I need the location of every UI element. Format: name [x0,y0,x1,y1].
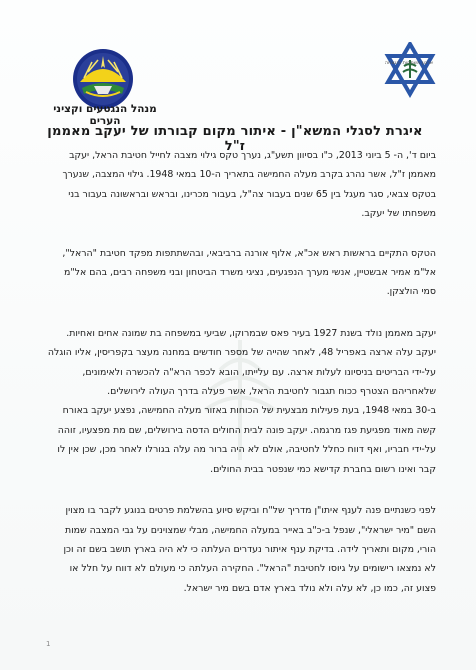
paragraph-spacer [44,302,436,324]
text-line: הורי, מקום ותאריך לידה. בדיקת ענף איתור נעדרים העלתה כי לא היה בארץ תושב בשם זה וכן [63,543,436,555]
paragraph-spacer [44,224,436,244]
text-line: לא נמצאו רישומים על גיוסו לחטיבת "הראל". החקירה העלתה כי מעולם לא דווח על חלל או [69,563,436,575]
text-line: יעקב עלה ארצה באפריל 48, לאחר שהייה של מספר חודשים במחנה מעצר בקפריסין, אליו הוגלה [47,347,436,359]
text-line: על-ידי חבריו, ואף דווח כחלל לחטיבה, אולם לא היה ברור מה עלה בגורלו לאחר מכן, שכן אין לו [57,444,436,456]
text-line: מאממן ז"ל, אשר נהרג בקרב מעלה החמישה בתאריך ה-10 במאי 1948. גילוי המצבה, שנערך [62,169,436,181]
letter-title: איגרת לסגלי המשא"ן - איתור מקום קבורתו של יעקב מאממן ז"ל [47,124,423,154]
text-line: פצוע זה, כמו כן, לא עלה ולא נולד בארץ אדם בשם מיר ישראל. [183,582,436,594]
text-line: ביום ד', ה- 5 ביוני 2013, כ"ו בסיוון תשע"ג, נערך טקס גילוי מצבה לחייל חטיבת הראל, יעקב [69,150,436,161]
text-line: סמי הולצקן. [386,286,436,298]
text-line: אל"מ אמיר אבשטיין, אנשי מערך הנפגעים, נציגי משרד הביטחון ובני משפחה רבים, בהם אל"מ [64,267,436,279]
paragraph [44,244,436,302]
text-line: לפני כשנתיים פנה לענף איתו"ן מדריך של"ח וביקש סיוע בהשלמת פרטים בנוגע לקבר בו מצוין [65,505,436,517]
paragraph [44,501,436,598]
text-line: שלאחריהם הצטרף ככוח תגבור לחטיבת הראל, אשר פעלה בדרך העולה לירושלים. [107,386,436,398]
text-line: קבר ואינו רשום בחברת קדישא כמי שנפטר בבית החולים. [210,463,436,475]
paragraph [44,146,436,224]
text-line: קשה מאוד מפגיעת פגז מרגמה. יעקב פונה לבית החולים הדסה בירושלים, שם מת מפצעיו, זוהה [57,424,436,436]
text-line: בטקס צבאי, סגר מעגל בין 65 שנים בעבור צה"ל, בעבור מכרינו, ובראש ובראשונה בעבור בני [68,188,436,200]
organization-emblem-icon [72,48,134,110]
page-number: 1 [46,640,51,648]
emblem-ring-text: ארגון משפחות והנצחה [384,60,434,66]
text-line: ב-30 במאי 1948, בעת פעילות מבצעית של הכוחות באזור מעלה החמישה, נפצע יעקב באורח [62,405,436,417]
paragraph-spacer [44,479,436,501]
watermark-icon [160,330,320,470]
text-line: השם "מיר ישראלי", שנפל ב-כ"ב באייר במעלה החמישה, מבלי שמצוינים על גבי המצבה שמות [64,524,436,536]
text-line: על-ידי הבריטים בניסיונו לעלות ארצה. עם עלייתו, הובא לכפר הרא"ה להכשרה ולאימונים, [82,366,436,378]
text-line: משפחתו של יעקב. [361,208,436,220]
text-line: הטקס התקיים בראשות ראש אכ"א, אלוף אורנה ברביבאי, ובהשתתפות מפקד חטיבת "הראל", [62,247,436,259]
organization-caption: מנהל הנגטעים וקציני הערים [53,103,157,127]
text-line: יעקב מאממן נולד בשנת 1927 בעיר פאס שבמרוקו, שביעי במשפחה בת שמונה אחים ואחיות. [66,327,436,339]
